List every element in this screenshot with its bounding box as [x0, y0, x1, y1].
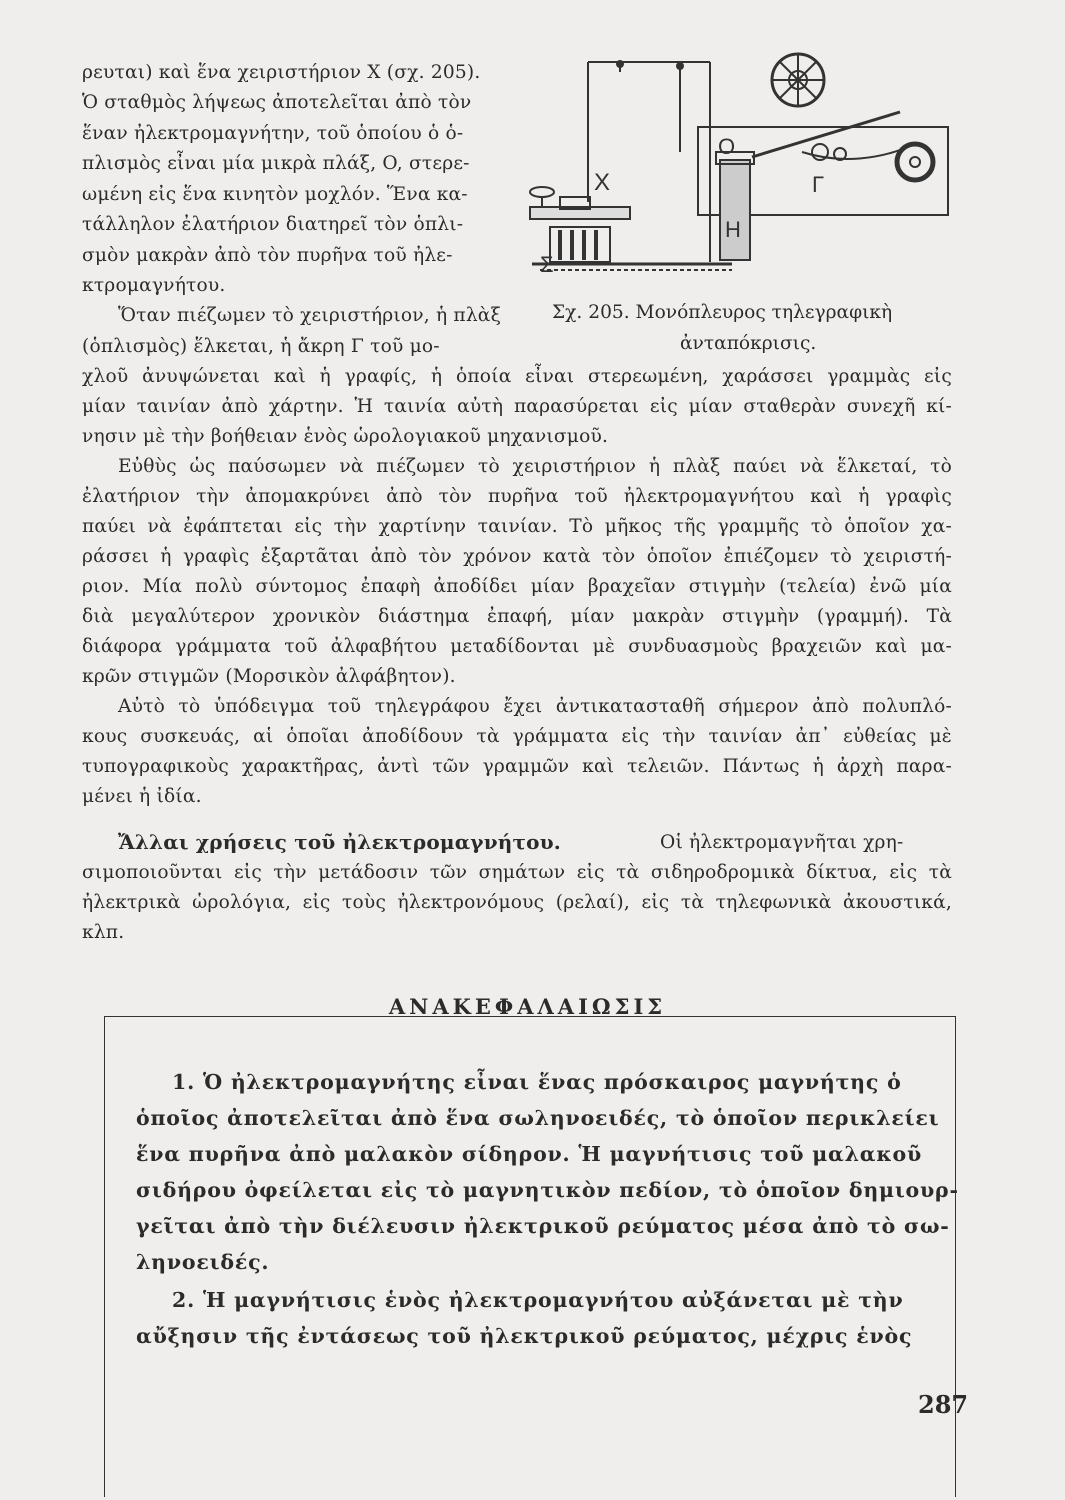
other-uses-line1-rest: Οἱ ἠλεκτρομαγνῆται χρη-: [660, 832, 904, 853]
body-line: παύει νὰ ἐφάπτεται εἰς τὴν χαρτίνην ταινίαν. Τὸ μῆκος τῆς γραμμῆς τὸ ὁποῖον χα-: [82, 516, 952, 537]
other-uses-heading-bold: Ἄλλαι χρήσεις τοῦ ἠλεκτρομαγνήτου.: [118, 830, 561, 854]
intro-line: ωμένη εἰς ἕνα κινητὸν μοχλόν. Ἕνα κα-: [82, 184, 468, 205]
other-uses-line: κλπ.: [82, 922, 125, 943]
body-line: ριον. Μία πολὺ σύντομος ἐπαφὴ ἀποδίδει μίαν βραχεῖαν στιγμὴν (τελεία) ἐνῶ μία: [82, 576, 952, 597]
intro-line: σμὸν μακρὰν ἀπὸ τὸν πυρῆνα τοῦ ἠλε-: [82, 245, 453, 266]
summary-line: σιδήρου ὀφείλεται εἰς τὸ μαγνητικὸν πεδίον, τὸ ὁποῖον δημιουρ-: [136, 1178, 959, 1202]
summary-line: ληνοειδές.: [136, 1250, 270, 1274]
figure-caption-line1: Σχ. 205. Μονόπλευρος τηλεγραφικὴ: [552, 302, 893, 323]
figure-caption-line2: ἀνταπόκρισις.: [680, 333, 817, 354]
body-line: Εὐθὺς ὡς παύσωμεν νὰ πιέζωμεν τὸ χειριστήριον ἡ πλὰξ παύει νὰ ἕλκεταί, τὸ: [118, 456, 952, 477]
intro-line: Ὁ σταθμὸς λήψεως ἀποτελεῖται ἀπὸ τὸν: [82, 92, 472, 113]
summary-title: ΑΝΑΚΕΦΑΛΑΙΩΣΙΣ: [388, 994, 667, 1019]
body-line: τυπογραφικοὺς χαρακτῆρας, ἀντὶ τῶν γραμμῶν καὶ τελειῶν. Πάντως ἡ ἀρχὴ παρα-: [82, 756, 952, 777]
body-line: κους συσκευάς, αἱ ὁποῖαι ἀποδίδουν τὰ γράμματα εἰς τὴν ταινίαν ἀπ᾽ εὐθείας μὲ: [82, 726, 952, 747]
telegraph-figure: [520, 52, 950, 292]
other-uses-heading: [118, 832, 561, 852]
intro-line: ρευται) καὶ ἕνα χειριστήριον X (σχ. 205).: [82, 62, 481, 83]
figure-label-gamma: Γ: [812, 172, 825, 197]
other-uses-line: ἠλεκτρικὰ ὡρολόγια, εἰς τοὺς ἠλεκτρονόμους (ρελαί), εἰς τὰ τηλεφωνικὰ ἀκουστικά,: [82, 892, 952, 913]
body-line: μίαν ταινίαν ἀπὸ χάρτην. Ἡ ταινία αὐτὴ παρασύρεται εἰς μίαν σταθερὰν συνεχῆ κί-: [82, 396, 952, 417]
body-line: ράσσει ἡ γραφὶς ἐξαρτᾶται ἀπὸ τὸν χρόνον κατὰ τὸν ὁποῖον ἐπιέζομεν τὸ χειριστή-: [82, 546, 952, 567]
figure-label-h: H: [725, 217, 741, 242]
figure-label-x: X: [594, 169, 611, 196]
page-number: 287: [918, 1390, 969, 1419]
other-uses-line: σιμοποιοῦνται εἰς τὴν μετάδοσιν τῶν σημάτων εἰς τὰ σιδηροδρομικὰ δίκτυα, εἰς τὰ: [82, 862, 952, 883]
intro-line: κτρομαγνήτου.: [82, 275, 226, 296]
body-line: Αὐτὸ τὸ ὑπόδειγμα τοῦ τηλεγράφου ἔχει ἀντικατασταθῆ σήμερον ἀπὸ πολυπλό-: [118, 696, 952, 717]
body-line: χλοῦ ἀνυψώνεται καὶ ἡ γραφίς, ἡ ὁποία εἶναι στερεωμένη, χαράσσει γραμμὰς εἰς: [82, 366, 952, 387]
body-line: διὰ μεγαλύτερον χρονικὸν διάστημα ἐπαφή, μίαν μακρὰν στιγμὴν (γραμμή). Τὰ: [82, 606, 952, 627]
intro-line: (ὁπλισμὸς) ἕλκεται, ἡ ἄκρη Γ τοῦ μο-: [82, 336, 440, 357]
intro-line: πλισμὸς εἶναι μία μικρὰ πλάξ, O, στερε-: [82, 153, 470, 174]
intro-line: ἕναν ἠλεκτρομαγνήτην, τοῦ ὁποίου ὁ ὁ-: [82, 123, 464, 144]
figure-label-sigma: Σ: [540, 252, 554, 277]
body-line: μένει ἡ ἰδία.: [82, 786, 202, 807]
summary-line: ὁποῖος ἀποτελεῖται ἀπὸ ἕνα σωληνοειδές, τὸ ὁποῖον περικλείει: [136, 1106, 940, 1130]
body-line: διάφορα γράμματα τοῦ ἀλφαβήτου μεταδίδονται μὲ συνδυασμοὺς βραχειῶν καὶ μα-: [82, 636, 952, 657]
figure-label-o: O: [718, 134, 736, 159]
summary-line: ἕνα πυρῆνα ἀπὸ μαλακὸν σίδηρον. Ἡ μαγνήτισις τοῦ μαλακοῦ: [136, 1142, 923, 1166]
body-line: κρῶν στιγμῶν (Μορσικὸν ἀλφάβητον).: [82, 666, 456, 687]
intro-line: Ὅταν πιέζωμεν τὸ χειριστήριον, ἡ πλὰξ: [118, 305, 502, 326]
summary-line: αὔξησιν τῆς ἐντάσεως τοῦ ἠλεκτρικοῦ ρεύματος, μέχρις ἑνὸς: [136, 1324, 913, 1348]
summary-line: 1. Ὁ ἠλεκτρομαγνήτης εἶναι ἕνας πρόσκαιρος μαγνήτης ὁ: [172, 1070, 902, 1094]
intro-line: τάλληλον ἐλατήριον διατηρεῖ τὸν ὁπλι-: [82, 214, 464, 235]
summary-line: γεῖται ἀπὸ τὴν διέλευσιν ἠλεκτρικοῦ ρεύματος μέσα ἀπὸ τὸ σω-: [136, 1214, 950, 1238]
body-line: νησιν μὲ τὴν βοήθειαν ἑνὸς ὡρολογιακοῦ μηχανισμοῦ.: [82, 426, 609, 447]
summary-line: 2. Ἡ μαγνήτισις ἑνὸς ἠλεκτρομαγνήτου αὐξάνεται μὲ τὴν: [172, 1288, 904, 1312]
body-line: ἐλατήριον τὴν ἀπομακρύνει ἀπὸ τὸν πυρῆνα τοῦ ἠλεκτρομαγνήτου καὶ ἡ γραφὶς: [82, 486, 952, 507]
